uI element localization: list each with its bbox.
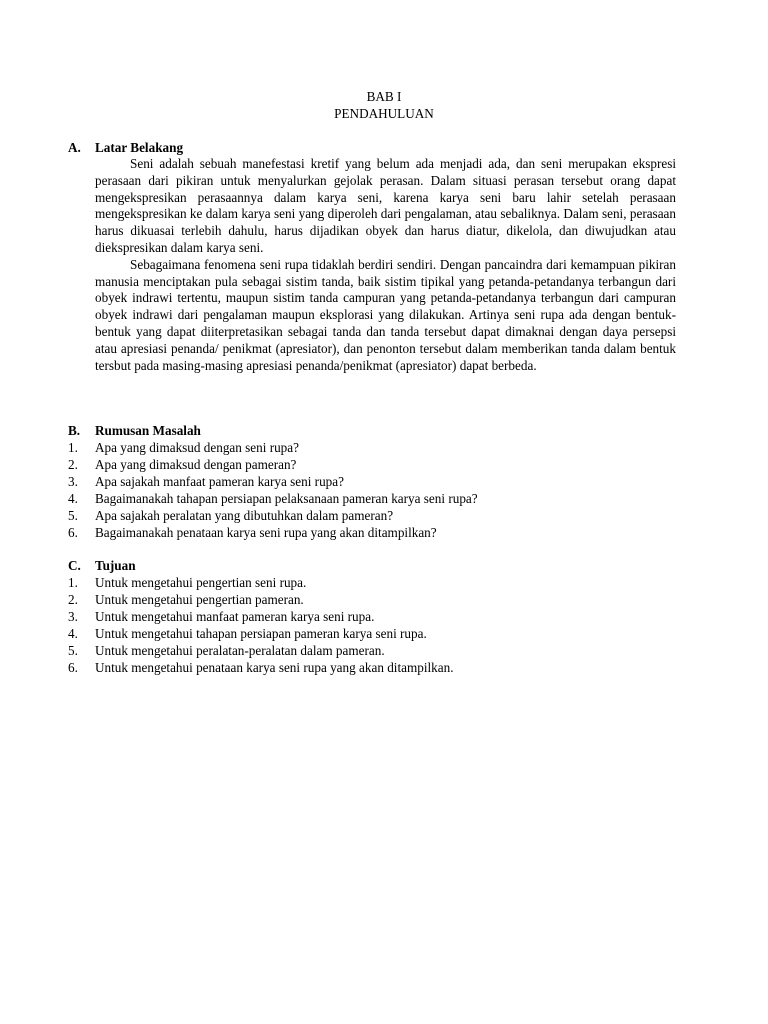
list-text: Apa yang dimaksud dengan pameran? xyxy=(95,457,297,472)
list-number: 5. xyxy=(68,643,78,658)
section-b-title xyxy=(68,422,676,439)
list-number: 1. xyxy=(68,575,78,590)
list-number: 6. xyxy=(68,525,78,540)
list-item xyxy=(68,439,676,456)
section-c-title xyxy=(68,557,676,574)
section-a-title xyxy=(68,139,676,156)
list-text: Apa yang dimaksud dengan seni rupa? xyxy=(95,440,299,455)
list-text: Bagaimanakah penataan karya seni rupa yang akan ditampilkan? xyxy=(95,525,437,540)
list-item xyxy=(68,456,676,473)
paragraph-2: Sebagaimana fenomena seni rupa tidaklah berdiri sendiri. Dengan pancaindra dari kemampuan pikiran manusia menciptakan pula sebagai sistim tanda, baik sistim tipikal yang petanda-petandanya terbangun dari obyek indrawi tertentu, maupun sistim tanda campuran yang petanda-petandanya terbangun dari campuran obyek indrawi dari pengalaman maupun eksplorasi yang dilakukan. Artinya seni rupa ada dengan bentuk-bentuk yang dapat diiterpretasikan sebagai tanda dan tanda tersebut dapat dimaknai dengan daya persepsi atau apresiasi penanda/ penikmat (apresiator), dan penonton tersebut dalam memberikan tanda dalam bentuk tersbut pada masing-masing apresiasi penanda/penikmat (apresiator) dapat berbeda. xyxy=(95,256,676,373)
list-number: 6. xyxy=(68,660,78,675)
list-text: Untuk mengetahui manfaat pameran karya seni rupa. xyxy=(95,609,375,624)
section-a-letter: A. xyxy=(68,140,81,155)
list-number: 5. xyxy=(68,508,78,523)
section-rumusan-masalah xyxy=(68,422,676,541)
chapter-title: PENDAHULUAN xyxy=(334,106,434,121)
list-number: 3. xyxy=(68,609,78,624)
chapter-number: BAB I xyxy=(366,89,402,104)
list-text: Untuk mengetahui penataan karya seni rupa yang akan ditampilkan. xyxy=(95,660,454,675)
list-number: 4. xyxy=(68,626,78,641)
list-text: Untuk mengetahui peralatan-peralatan dalam pameran. xyxy=(95,643,385,658)
section-b-letter: B. xyxy=(68,423,81,438)
list-item xyxy=(68,473,676,490)
chapter-heading xyxy=(0,88,768,122)
list-item xyxy=(68,608,676,625)
list-number: 1. xyxy=(68,440,78,455)
list-number: 3. xyxy=(68,474,78,489)
section-b-heading: Rumusan Masalah xyxy=(95,423,201,438)
list-item xyxy=(68,591,676,608)
section-c-letter: C. xyxy=(68,558,81,573)
rumusan-list xyxy=(68,439,676,541)
list-item xyxy=(68,524,676,541)
list-number: 2. xyxy=(68,457,78,472)
list-item xyxy=(68,642,676,659)
list-number: 2. xyxy=(68,592,78,607)
list-item xyxy=(68,507,676,524)
list-text: Untuk mengetahui tahapan persiapan pameran karya seni rupa. xyxy=(95,626,427,641)
list-number: 4. xyxy=(68,491,78,506)
list-item xyxy=(68,574,676,591)
list-text: Untuk mengetahui pengertian seni rupa. xyxy=(95,575,307,590)
section-c-heading: Tujuan xyxy=(95,558,136,573)
paragraph-1: Seni adalah sebuah manefestasi kretif yang belum ada menjadi ada, dan seni merupakan ekspresi perasaan dari pikiran untuk menyalurkan gejolak perasan. Dalam situasi perasan tersebut orang dapat mengekspresikan perasaannya dalam karya seni, karena karya seni baru lahir setelah perasaan mengekspresikan ke dalam karya seni yang diperoleh dari pengalaman, atau sebaliknya. Dalam seni, perasaan harus dikuasai terlebih dahulu, harus dijadikan obyek dan harus diatur, dikelola, dan diwujudkan atau diekspresikan dalam karya seni. xyxy=(95,156,676,255)
section-tujuan xyxy=(68,557,676,676)
list-text: Untuk mengetahui pengertian pameran. xyxy=(95,592,304,607)
list-text: Bagaimanakah tahapan persiapan pelaksanaan pameran karya seni rupa? xyxy=(95,491,478,506)
tujuan-list xyxy=(68,574,676,676)
section-latar-belakang xyxy=(68,139,676,374)
list-text: Apa sajakah peralatan yang dibutuhkan dalam pameran? xyxy=(95,508,394,523)
list-item xyxy=(68,625,676,642)
list-item xyxy=(68,490,676,507)
list-text: Apa sajakah manfaat pameran karya seni rupa? xyxy=(95,474,344,489)
list-item xyxy=(68,659,676,676)
section-a-heading: Latar Belakang xyxy=(95,140,184,155)
